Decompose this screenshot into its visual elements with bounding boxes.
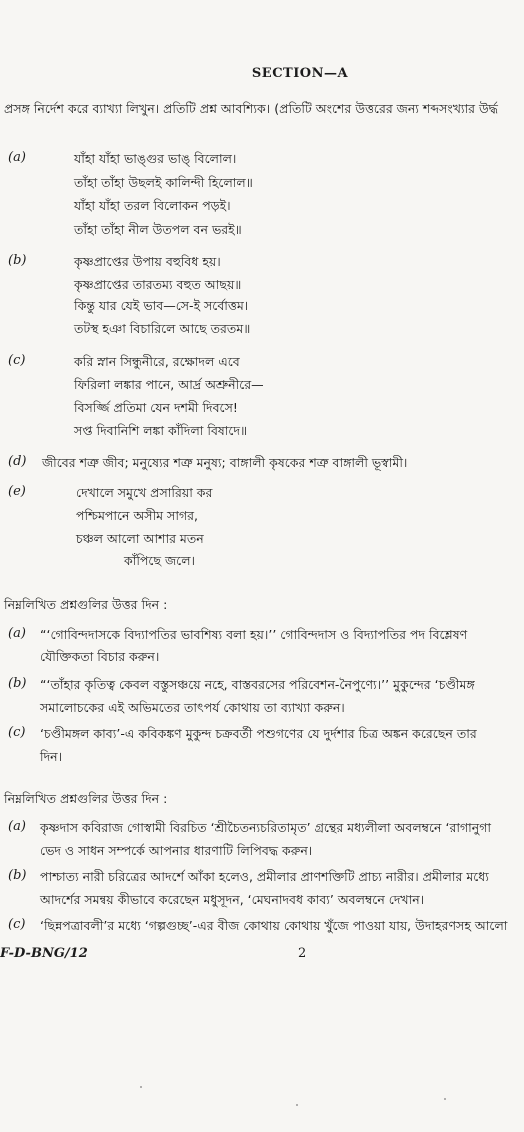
- poem-b-line-4: তটস্থ হঞা বিচারিলে আছে তরতম॥: [74, 321, 251, 336]
- q3c-label: (c): [8, 917, 26, 932]
- scan-speck: [140, 1086, 142, 1088]
- q2a-line-2: যৌক্তিকতা বিচার করুন।: [40, 649, 160, 664]
- q3c-line-1: ‘ছিন্নপত্রাবলী’র মধ্যে ‘গল্পগুচ্ছ’-এর বীজ কোথায় কোথায় খুঁজে পাওয়া যায়, উদাহরণসহ আলো: [40, 918, 508, 933]
- q3b-line-1: পাশ্চাত্য নারী চরিত্রের আদর্শে আঁকা হলেও, প্রমীলার প্রাণশক্তিটি প্রাচ্য নারীর। প্রমীলার মধ্যে: [40, 869, 489, 884]
- q2b-label: (b): [8, 676, 27, 691]
- poem-a-label: (a): [8, 150, 26, 165]
- q3a-line-2: ভেদ ও সাধন সম্পর্কে আপনার ধারণাটি লিপিবদ্ধ করুন।: [40, 843, 313, 858]
- poem-c-label: (c): [8, 353, 26, 368]
- poem-a-line-2: তাঁহা তাঁহা উছলই কালিন্দী হিলোল॥: [74, 175, 253, 190]
- poem-a-line-1: যাঁহা যাঁহা ভাঙ্গুর ভাঙ্ বিলোল।: [74, 151, 237, 166]
- q2c-label: (c): [8, 725, 26, 740]
- q3a-label: (a): [8, 819, 26, 834]
- scan-speck: [296, 1104, 298, 1106]
- poem-b-line-1: কৃষ্ণপ্রাপ্তের উপায় বহুবিধ হয়।: [74, 254, 221, 269]
- poem-e-line-4: কাঁপিছে জলে।: [124, 553, 195, 568]
- poem-d-label: (d): [8, 454, 27, 469]
- poem-c-line-1: করি স্নান সিন্ধুনীরে, রক্ষোদল এবে: [74, 354, 240, 369]
- poem-c-line-3: বিসর্জ্জি প্রতিমা যেন দশমী দিবসে!: [74, 400, 238, 415]
- poem-e-line-2: পশ্চিমপানে অসীম সাগর,: [76, 508, 198, 523]
- poem-e-line-1: দেখালে সমুখে প্রসারিয়া কর: [76, 485, 213, 500]
- poem-e-label: (e): [8, 484, 26, 499]
- q2b-line-2: সমালোচকের এই অভিমতের তাৎপর্য কোথায় তা ব্যাখ্যা করুন।: [40, 700, 345, 715]
- poem-d-line-1: জীবের শত্রু জীব; মনুষ্যের শত্রু মনুষ্য; বাঙ্গালী কৃষকের শত্রু বাঙ্গালী ভূস্বামী।: [42, 455, 408, 470]
- q2-heading: নিম্নলিখিত প্রশ্নগুলির উত্তর দিন :: [4, 597, 168, 612]
- q2a-label: (a): [8, 626, 26, 641]
- q2c-line-1: ‘চণ্ডীমঙ্গল কাব্য’-এ কবিকঙ্কণ মুকুন্দ চক্রবর্তী পশুগণের যে দুর্দশার চিত্র অঙ্কন করেছেন তার: [40, 726, 477, 741]
- q3a-line-1: কৃষ্ণদাস কবিরাজ গোস্বামী বিরচিত ‘শ্রীচৈতন্যচরিতামৃত’ গ্রন্থের মধ্যলীলা অবলম্বনে ‘রাগানুগা: [40, 820, 492, 835]
- q2b-line-1: “‘তাঁহার কৃতিত্ব কেবল বস্তুসঞ্চয়ে নহে, বাস্তবরসের পরিবেশন-নৈপুণ্যে।’’ মুকুন্দের ‘চণ্ডীমঙ্গ: [40, 677, 475, 692]
- section-title: SECTION—A: [251, 66, 349, 81]
- footer-paper-code: F-D-BNG/12: [0, 946, 88, 961]
- poem-a-line-3: যাঁহা যাঁহা তরল বিলোকন পড়ই।: [74, 198, 231, 213]
- poem-b-line-2: কৃষ্ণপ্রাপ্তের তারতম্য বহুত আছয়॥: [74, 277, 242, 292]
- poem-e-line-3: চঞ্চল আলো আশার মতন: [76, 531, 204, 546]
- q3b-label: (b): [8, 868, 27, 883]
- footer-page-number: 2: [298, 946, 307, 961]
- poem-c-line-4: সপ্ত দিবানিশি লঙ্কা কাঁদিলা বিষাদে॥: [74, 423, 248, 438]
- poem-b-line-3: কিন্তু যার যেই ভাব—সে-ই সর্বোত্তম।: [74, 298, 249, 313]
- poem-c-line-2: ফিরিলা লঙ্কার পানে, আর্দ্র অশ্রুনীরে—: [74, 377, 264, 392]
- q2c-line-2: দিন।: [40, 749, 63, 764]
- scan-speck: [444, 1098, 446, 1100]
- poem-b-label: (b): [8, 253, 27, 268]
- instruction-text: প্রসঙ্গ নির্দেশ করে ব্যাখ্যা লিখুন। প্রতিটি প্রশ্ন আবশ্যিক। (প্রতিটি অংশের উত্তরের জন্য শব্দসংখ্যার উর্দ্ধ: [4, 101, 498, 116]
- poem-a-line-4: তাঁহা তাঁহা নীল উতপল বন ভরই॥: [74, 222, 242, 237]
- q3b-line-2: আদর্শের সমন্বয় কীভাবে করেছেন মধুসূদন, ‘মেঘনাদবধ কাব্য’ অবলম্বনে দেখান।: [40, 892, 425, 907]
- q3-heading: নিম্নলিখিত প্রশ্নগুলির উত্তর দিন :: [4, 791, 168, 806]
- q2a-line-1: “‘গোবিন্দদাসকে বিদ্যাপতির ভাবশিষ্য বলা হয়।’’ গোবিন্দদাস ও বিদ্যাপতির পদ বিশ্লেষণ: [40, 627, 468, 642]
